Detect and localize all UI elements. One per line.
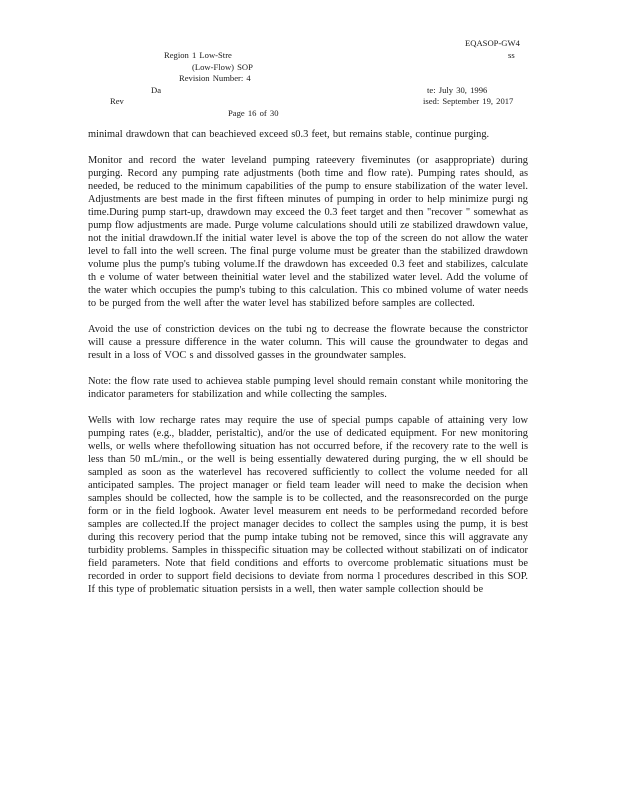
header-line2: (Low-Flow) SOP [192,62,253,72]
doc-id: EQASOP-GW4 [465,38,520,48]
paragraph: Avoid the use of constriction devices on the tubi ng to decrease the flowrate because the constrictor will cause a pressure difference in the water column. This will cause the groundwater to degas and result in a loss of VOC s and dissolved gasses in the groundwater samples. [88,324,528,361]
page-number: Page 16 of 30 [228,108,279,118]
header-revised-left: Rev [110,96,124,106]
header-date-left: Da [151,85,162,95]
header-revised-right: ised: September 19, 2017 [423,96,514,106]
paragraph: minimal drawdown that can beachieved exceed s0.3 feet, but remains stable, continue purging. [88,129,490,140]
header-date-right: te: July 30, 1996 [427,85,488,95]
document-body [88,128,528,609]
paragraph: Wells with low recharge rates may require the use of special pumps capable of attaining very low pumping rates (e.g., bladder, peristaltic), and/or the use of dedicated equipment. For new monitoring wells, or wells where thefollowing situation has not occurred before, if the recovery rate to the well is less than 50 mL/min., or the well is being essentially dewatered during purging, the w ell should be sampled as soon as the waterlevel has recovered sufficiently to collect the volume needed for all anticipated samples. The project manager or field team leader will need to make the decision when samples should be collected, how the sample is to be collected, and the reasonsrecorded on the purge form or in the field logbook. Awater level measurem ent needs to be performedand recorded before samples are collected.If the project manager decides to collect the samples using the pump, it is best during this recovery period that the pump intake tubing not be removed, since this will aggravate any turbidity problems. Samples in thisspecific situation may be collected without stabilizati on of indicator field parameters. Note that field conditions and efforts to overcome problematic situations must be recorded in order to support field decisions to deviate from norma l procedures described in this SOP. If this type of problematic situation persists in a well, then water sample collection should be [88,415,528,595]
header-line1-left: Region 1 Low-Stre [164,50,232,60]
paragraph: Note: the flow rate used to achievea stable pumping level should remain constant while monitoring the indicator parameters for stabilization and while collecting the samples. [88,376,528,400]
paragraph: Monitor and record the water leveland pumping rateevery fiveminutes (or asappropriate) during purging. Record any pumping rate adjustments (both time and flow rate). Pumping rates should, as needed, be reduced to the minimum capabilities of the pump to ensure stabilization of the water level. Adjustments are best made in the first fifteen minutes of pumping in order to help minimize purgi ng time.During pump start-up, drawdown may exceed the 0.3 feet target and then "recover " somewhat as pump flow adjustments are made. Purge volume calculations should utili ze stabilized drawdown value, not the initial drawdown.If the initial water level is above the top of the screen do not allow the water level to fall into the well screen. The final purge volume must be greater than the stabilized drawdown volume plus the pump's tubing volume.If the drawdown has exceeded 0.3 feet and stabilizes, calculate th e volume of water between theinitial water level and the stabilized water level. Add the volume of the water which occupies the pump's tubing to this calculation. This co mbined volume of water needs to be purged from the well after the water level has stabilized before samples are collected. [88,155,528,309]
header-line1-right: ss [508,50,515,60]
header-revision: Revision Number: 4 [179,73,251,83]
